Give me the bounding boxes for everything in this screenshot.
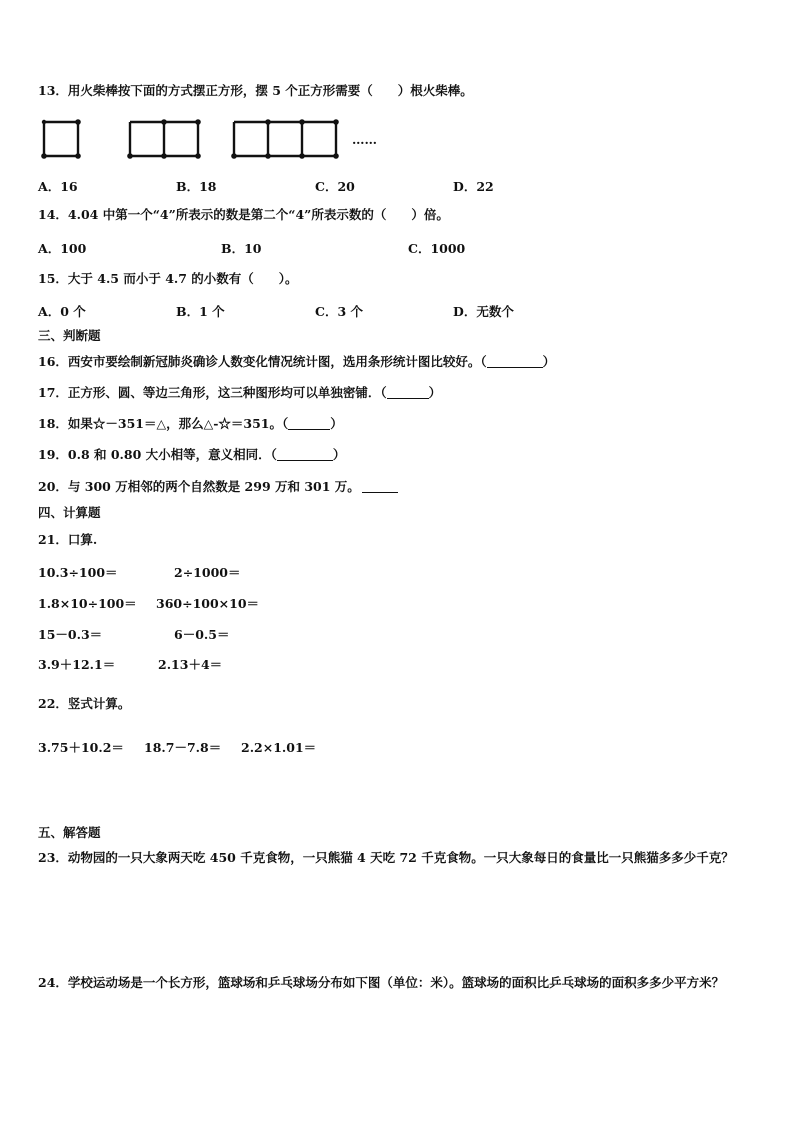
question-17-close: ） (428, 385, 442, 400)
question-17 (38, 385, 441, 401)
question-15-options (38, 302, 758, 318)
vertical-calc-item: 2.2×1.01＝ (241, 740, 317, 755)
question-19-close: ） (332, 447, 346, 462)
question-24-text: 24．学校运动场是一个长方形，篮球场和乒乓球场分布如下图（单位：米）。篮球场的面积比乒乓球场的面积多多少平方米？ (38, 975, 725, 990)
question-19-text: 19．0.8 和 0.80 大小相等，意义相同．（ (38, 447, 277, 462)
question-21-title: 21．口算. (38, 532, 98, 547)
question-20-text: 20．与 300 万相邻的两个自然数是 299 万和 301 万。 (38, 479, 360, 494)
option-d[interactable]: D．无数个 (453, 304, 514, 319)
mental-calc-item: 6－0.5＝ (174, 627, 230, 642)
vertical-calc-item: 18.7－7.8＝ (144, 740, 222, 755)
question-13-options (38, 177, 758, 193)
question-23-text: 23．动物园的一只大象两天吃 450 千克食物，一只熊猫 4 天吃 72 千克食物。一只大象每日的食量比一只熊猫多多少千克？ (38, 850, 734, 865)
matchstick-figure-3 (230, 118, 344, 160)
mental-calc-item: 360÷100×10＝ (156, 596, 260, 611)
question-18-close: ） (330, 416, 343, 431)
continuation-dots: …… (352, 132, 377, 147)
answer-blank-19[interactable] (277, 448, 333, 461)
answer-blank-16[interactable] (487, 355, 543, 368)
answer-blank-17[interactable] (387, 386, 429, 399)
question-13-text: 13．用火柴棒按下面的方式摆正方形，摆 5 个正方形需要（ ）根火柴棒。 (38, 83, 473, 98)
option-c[interactable]: C．20 (315, 179, 355, 194)
question-16-close: ） (542, 354, 556, 369)
question-22-title: 22．竖式计算。 (38, 696, 131, 711)
section-heading-judgment: 三、判断题 (38, 328, 101, 343)
option-a[interactable]: A．100 (38, 241, 87, 256)
section-heading-word-problems: 五、解答题 (38, 825, 101, 840)
question-14-text: 14．4.04 中第一个“4”所表示的数是第二个“4”所表示数的（ ）倍。 (38, 207, 449, 222)
vertical-calc-item: 3.75＋10.2＝ (38, 740, 124, 755)
option-b[interactable]: B．1 个 (176, 304, 225, 319)
mental-calc-item: 2.13＋4＝ (158, 657, 223, 672)
question-19 (38, 447, 345, 463)
answer-blank-18[interactable] (288, 417, 330, 430)
question-16-text: 16．西安市要绘制新冠肺炎确诊人数变化情况统计图，选用条形统计图比较好。（ (38, 354, 487, 369)
question-16 (38, 354, 555, 370)
mental-calc-item: 1.8×10÷100＝ (38, 596, 137, 611)
question-18 (38, 416, 343, 432)
matchstick-figure-1 (40, 118, 84, 160)
option-c[interactable]: C．1000 (408, 241, 466, 256)
option-a[interactable]: A．0 个 (38, 304, 86, 319)
mental-calc-item: 15－0.3＝ (38, 627, 103, 642)
question-14-options (38, 239, 758, 255)
option-a[interactable]: A．16 (38, 179, 78, 194)
mental-calc-item: 10.3÷100＝ (38, 565, 118, 580)
option-c[interactable]: C．3 个 (315, 304, 363, 319)
option-b[interactable]: B．18 (176, 179, 217, 194)
mental-calc-item: 2÷1000＝ (174, 565, 241, 580)
matchstick-figure-2 (126, 118, 206, 160)
mental-calc-item: 3.9＋12.1＝ (38, 657, 116, 672)
question-18-text: 18．如果☆－351＝△，那么△-☆＝351。（ (38, 416, 289, 431)
question-15-text: 15．大于 4.5 而小于 4.7 的小数有（ ）。 (38, 271, 298, 286)
option-b[interactable]: B．10 (221, 241, 262, 256)
section-heading-calculation: 四、计算题 (38, 505, 101, 520)
question-17-text: 17．正方形、圆、等边三角形，这三种图形均可以单独密铺．（ (38, 385, 387, 400)
question-20 (38, 479, 398, 495)
answer-blank-20[interactable] (362, 480, 398, 493)
option-d[interactable]: D．22 (453, 179, 494, 194)
